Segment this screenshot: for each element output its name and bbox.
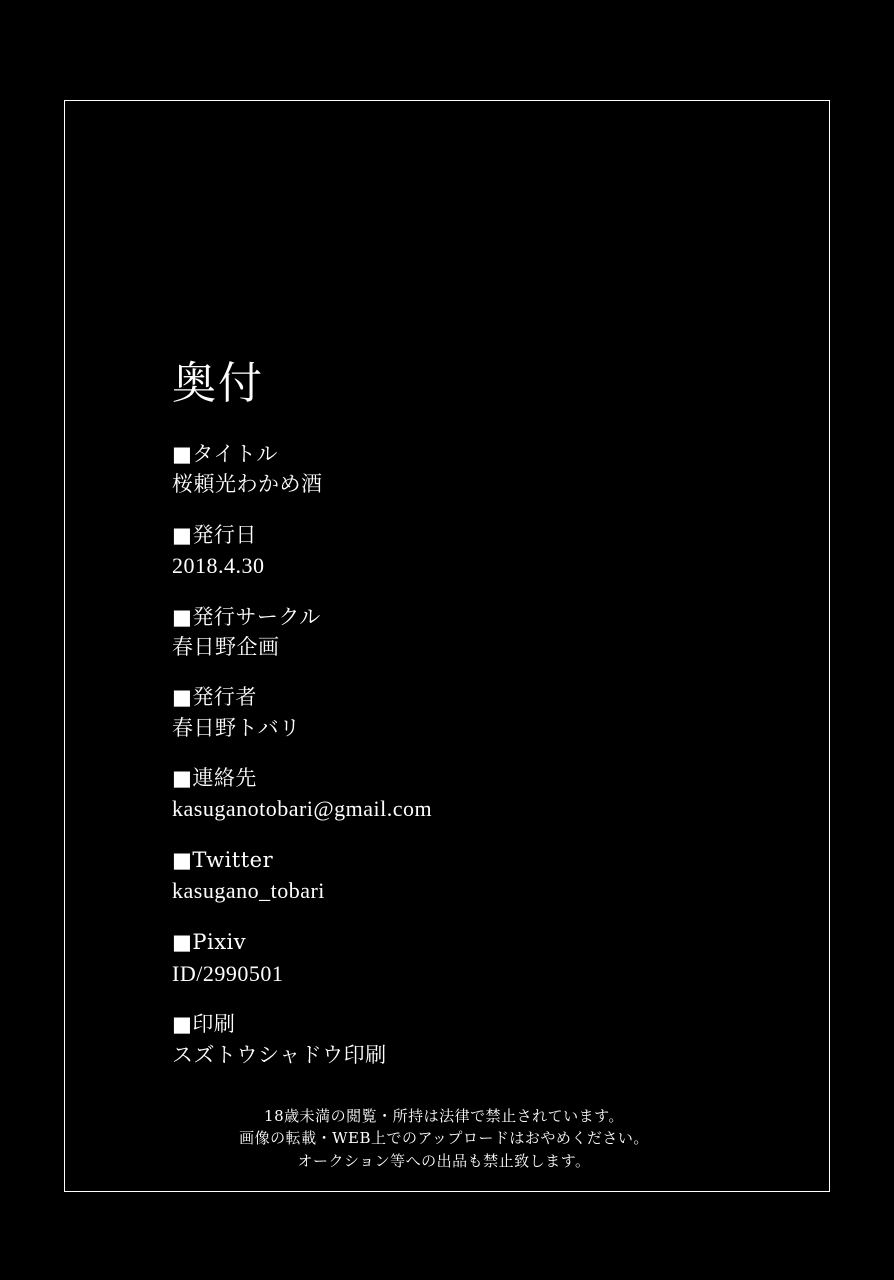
entry-value: スズトウシャドウ印刷 bbox=[172, 1042, 387, 1067]
colophon-entry-circle bbox=[172, 603, 732, 662]
legal-notice bbox=[184, 1105, 704, 1173]
entry-value-pixiv-id: ID/2990501 bbox=[172, 960, 284, 986]
colophon-entry-date bbox=[172, 521, 732, 581]
notice-line-2: 画像の転載・WEB上でのアップロードはおやめください。 bbox=[239, 1129, 649, 1148]
entry-label: ■発行日 bbox=[172, 522, 257, 547]
entry-label: ■タイトル bbox=[172, 442, 278, 466]
entry-value: 2018.4.30 bbox=[172, 553, 265, 579]
colophon-entry-pixiv bbox=[172, 928, 732, 988]
entry-value: 春日野企画 bbox=[172, 635, 280, 660]
page-title: 奥付 bbox=[172, 358, 264, 409]
entry-label: ■発行サークル bbox=[172, 604, 321, 629]
entry-value: 春日野トバリ bbox=[172, 715, 301, 740]
notice-line-1: 18歳未満の閲覧・所持は法律で禁止されています。 bbox=[264, 1106, 624, 1125]
entry-label: ■印刷 bbox=[172, 1012, 236, 1037]
entry-value: 桜頼光わかめ酒 bbox=[172, 472, 323, 497]
notice-line-3: オークション等への出品も禁止致します。 bbox=[297, 1151, 591, 1170]
entry-label: ■発行者 bbox=[172, 685, 257, 710]
colophon-entry-contact bbox=[172, 764, 732, 824]
entry-label: ■連絡先 bbox=[172, 766, 257, 791]
entry-label: ■Twitter bbox=[172, 848, 274, 873]
entry-label: ■Pixiv bbox=[172, 930, 247, 955]
colophon-entry-twitter bbox=[172, 846, 732, 906]
colophon-content bbox=[172, 358, 732, 1172]
entry-value-email: kasuganotobari@gmail.com bbox=[172, 796, 433, 822]
colophon-entry-printing bbox=[172, 1010, 732, 1069]
colophon-entry-title bbox=[172, 440, 732, 499]
colophon-entry-publisher bbox=[172, 683, 732, 742]
entry-value-twitter: kasugano_tobari bbox=[172, 878, 325, 904]
